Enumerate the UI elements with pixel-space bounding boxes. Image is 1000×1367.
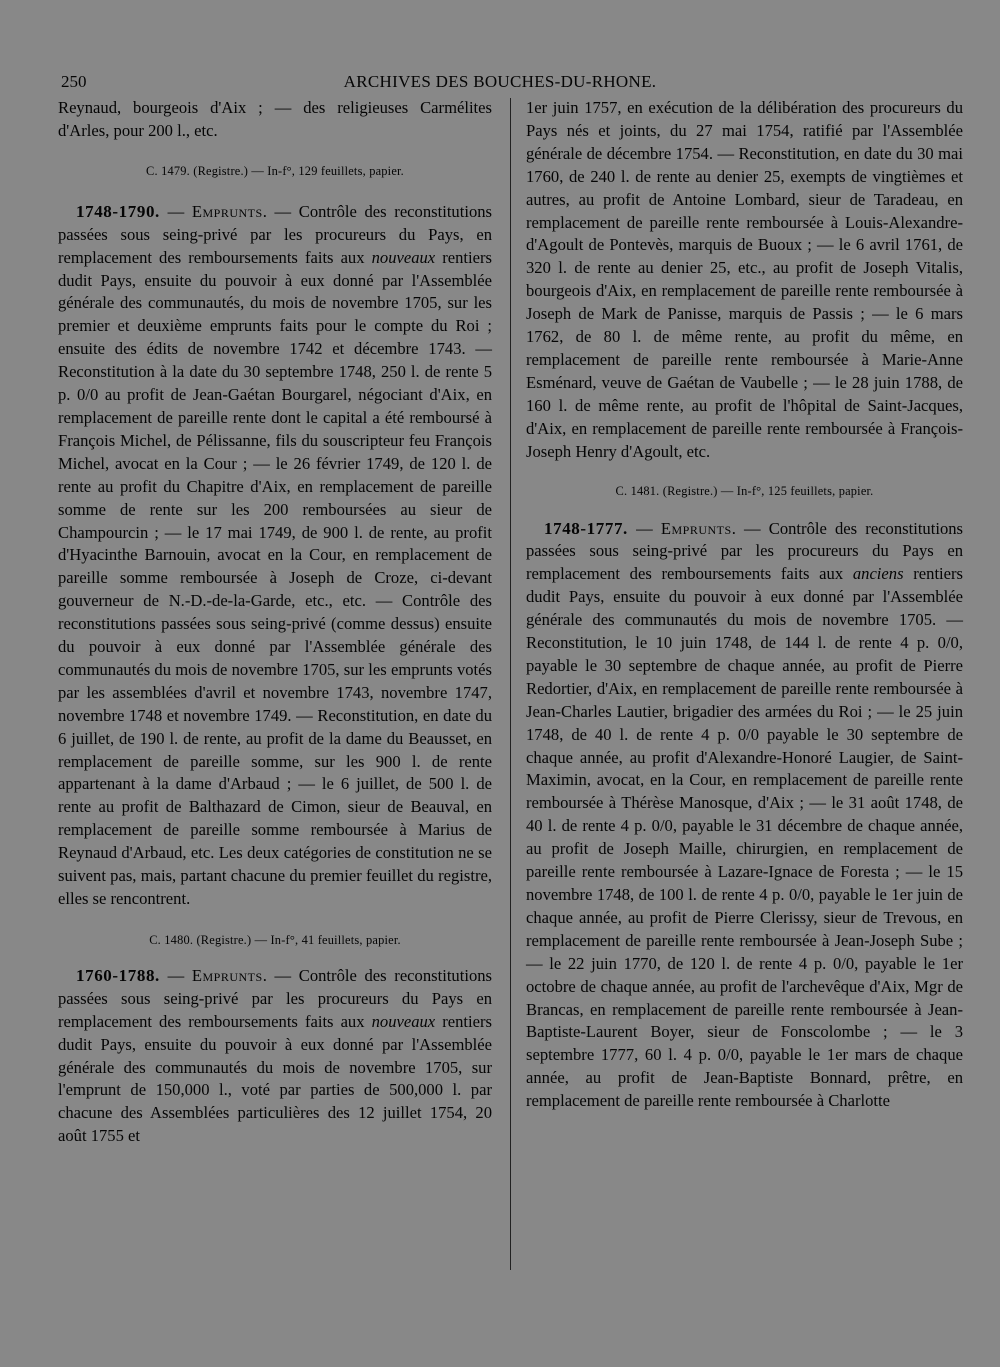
entry-emphasis: nouveaux — [371, 1011, 436, 1031]
entry-emphasis: anciens — [852, 564, 904, 584]
entry-separator: — — [159, 201, 192, 221]
page-header — [0, 72, 1000, 96]
entry-c1481 — [526, 518, 963, 1114]
archive-citation-c1480: C. 1480. (Registre.) — In-f°, 41 feuillets, papier. — [149, 932, 401, 947]
entry-emphasis: nouveaux — [371, 247, 436, 267]
right-column — [526, 97, 963, 1113]
entry-text: rentiers dudit Pays, ensuite du pouvoir à eux donné par l'Assemblée générale des communautés, du mois de novembre 1705, sur les premier et deuxième emprunts faits pour le compte du Roi ; ensuite des édits de novembre 1742 et décembre 1743. — Reconstitution à la date du 30 septembre 1748, 250 l. de rente 5 p. 0/0 au profit de Jean-Gaétan Bourgarel, négociant d'Aix, en remplacement de pareille rente dont le capital a été remboursé à François Michel, de Pélissanne, fils du souscripteur feu François Michel, avocat en la Cour ; — le 26 février 1749, de 120 l. de rente au profit du Chapitre d'Aix, en remplacement de pareille somme de rente sur les 200 remboursées au sieur de Champourcin ; — le 17 mai 1749, de 900 l. de rente, au profit d'Hyacinthe Barnouin, avocat en la Cour, en remplacement de pareille somme remboursée à Joseph de Croze, ci-devant gouverneur de N.-D.-de-la-Garde, etc., etc. — Contrôle des reconstitutions passées sous seing-privé (comme dessus) ensuite du pouvoir à eux donné par l'Assemblée générale des communautés du mois de novembre 1705, sur les emprunts votés par les assemblées d'avril et novembre 1743, novembre 1747, novembre 1748 et novembre 1749. — Reconstitution, en date du 6 juillet, de 190 l. de rente, au profit de la dame du Beausset, en remplacement de pareille somme, sur les 900 l. de rente appartenant à la dame d'Arbaud ; — le 6 juillet, de 500 l. de rente au profit de Balthazard de Cimon, sieur de Beauval, en remplacement de pareille somme remboursée à Marius de Reynaud d'Arbaud, etc. Les deux catégories de constitution ne se suivent pas, mais, partant chacune du premier feuillet du registre, elles se rencontrent. — [58, 247, 493, 908]
entry-date: 1748-1790. — [76, 201, 160, 221]
entry-heading: Emprunts — [191, 965, 263, 985]
entry-c1479 — [58, 201, 492, 911]
entry-text: . — Contrôle des reconstitutions passées sous seing-privé par les procureurs du Pays, en remplacement des remboursements faits aux — [58, 201, 493, 267]
left-column — [58, 97, 492, 1148]
entry-separator: — — [627, 518, 661, 538]
archive-citation-c1479: C. 1479. (Registre.) — In-f°, 129 feuillets, papier. — [146, 163, 404, 178]
entry-text: . — Contrôle des reconstitutions passées sous seing-privé par les procureurs du Pays en remplacement des remboursements faits aux — [58, 965, 493, 1031]
entry-date: 1748-1777. — [544, 518, 628, 538]
entry-text: rentiers dudit Pays, ensuite du pouvoir à eux donné par l'Assemblée générale des communautés du mois de novembre 1705, sur l'emprunt de 150,000 l., voté par parties de 500,000 l. par chacune des Assemblées particulières des 12 juillet 1754, 20 août 1755 et — [58, 1011, 493, 1146]
column-divider — [510, 98, 511, 1270]
entry-text: rentiers dudit Pays, ensuite du pouvoir à eux donné par l'Assemblée générale des communautés du mois de novembre 1705. — Reconstitution, le 10 juin 1748, de 144 l. de rente 4 p. 0/0, payable le 30 septembre de chaque année, au profit de Pierre Redortier, d'Aix, en remplacement de pareille rente remboursée à Jean-Charles Lautier, brigadier des armées du Roi ; — le 25 juin 1748, de 40 l. de rente 4 p. 0/0 payable le 30 septembre de chaque année, au profit d'Alexandre-Honoré Laugier, de Saint-Maximin, avocat, en la Cour, en remplacement de pareille rente remboursée à Thérèse Manosque, d'Aix ; — le 31 août 1748, de 40 l. de rente 4 p. 0/0, payable le 31 décembre de chaque année, au profit de Joseph Maille, chirurgien, en remplacement de pareille rente remboursée à Lazare-Ignace de Foresta ; — le 15 novembre 1748, de 100 l. de rente 4 p. 0/0, payable le 1er juin de chaque année, au profit de Pierre Clerissy, sieur de Trevous, en remplacement de pareille rente remboursée à Jean-Joseph Sube ; — le 22 juin 1770, de 120 l. de rente 4 p. 0/0, payable le 1er octobre de chaque année, au profit de l'archevêque d'Aix, Mgr de Brancas, en remplacement de pareille rente remboursée à Jean-Baptiste-Laurent Boyer, sieur de Fonscolombe ; — le 3 septembre 1777, 60 l. 4 p. 0/0, payable le 1er mars de chaque année, au profit de Jean-Baptiste Bonnard, prêtre, en remplacement de pareille rente remboursée à Charlotte — [526, 564, 964, 1111]
running-title: ARCHIVES DES BOUCHES-DU-RHONE. — [343, 72, 657, 91]
entry-text: . — Contrôle des reconstitutions passées sous seing-privé par les procureurs du Pays en remplacement des remboursements faits aux — [526, 518, 964, 584]
page-number: 250 — [61, 72, 87, 91]
continued-paragraph: 1er juin 1757, en exécution de la délibération des procureurs du Pays nés et joints, du 27 mai 1754, ratifié par l'Assemblée générale de décembre 1754. — Reconstitution, en date du 30 mai 1760, de 240 l. de rente au denier 25, exempts de vingtièmes et autres, au profit de Antoine Lombard, sieur de Taradeau, en remplacement de pareille rente remboursée à Louis-Alexandre-d'Agoult de Pontevès, marquis de Buoux ; — le 6 avril 1761, de 320 l. de rente au denier 25, etc., au profit de Joseph Vitalis, bourgeois d'Aix, en remplacement de pareille rente remboursée à Joseph de Mark de Panisse, marquis de Passis ; — le 6 mars 1762, de 80 l. de même rente, au profit du même, en remplacement de pareille rente remboursée à Marie-Anne Esménard, veuve de Gaétan de Vaubelle ; — le 28 juin 1788, de 160 l. de même rente, au profit de l'hôpital de Saint-Jacques, d'Aix, en remplacement de pareille rente remboursée à François-Joseph Henry d'Agoult, etc. — [526, 98, 963, 461]
entry-c1480 — [58, 965, 492, 1148]
entry-heading: Emprunts — [660, 518, 732, 538]
entry-heading: Emprunts — [191, 201, 263, 221]
archive-citation-c1481: C. 1481. (Registre.) — In-f°, 125 feuillets, papier. — [615, 483, 874, 498]
entry-date: 1760-1788. — [76, 965, 160, 985]
continued-paragraph: Reynaud, bourgeois d'Aix ; — des religieuses Carmélites d'Arles, pour 200 l., etc. — [58, 98, 492, 140]
entry-separator: — — [159, 965, 192, 985]
